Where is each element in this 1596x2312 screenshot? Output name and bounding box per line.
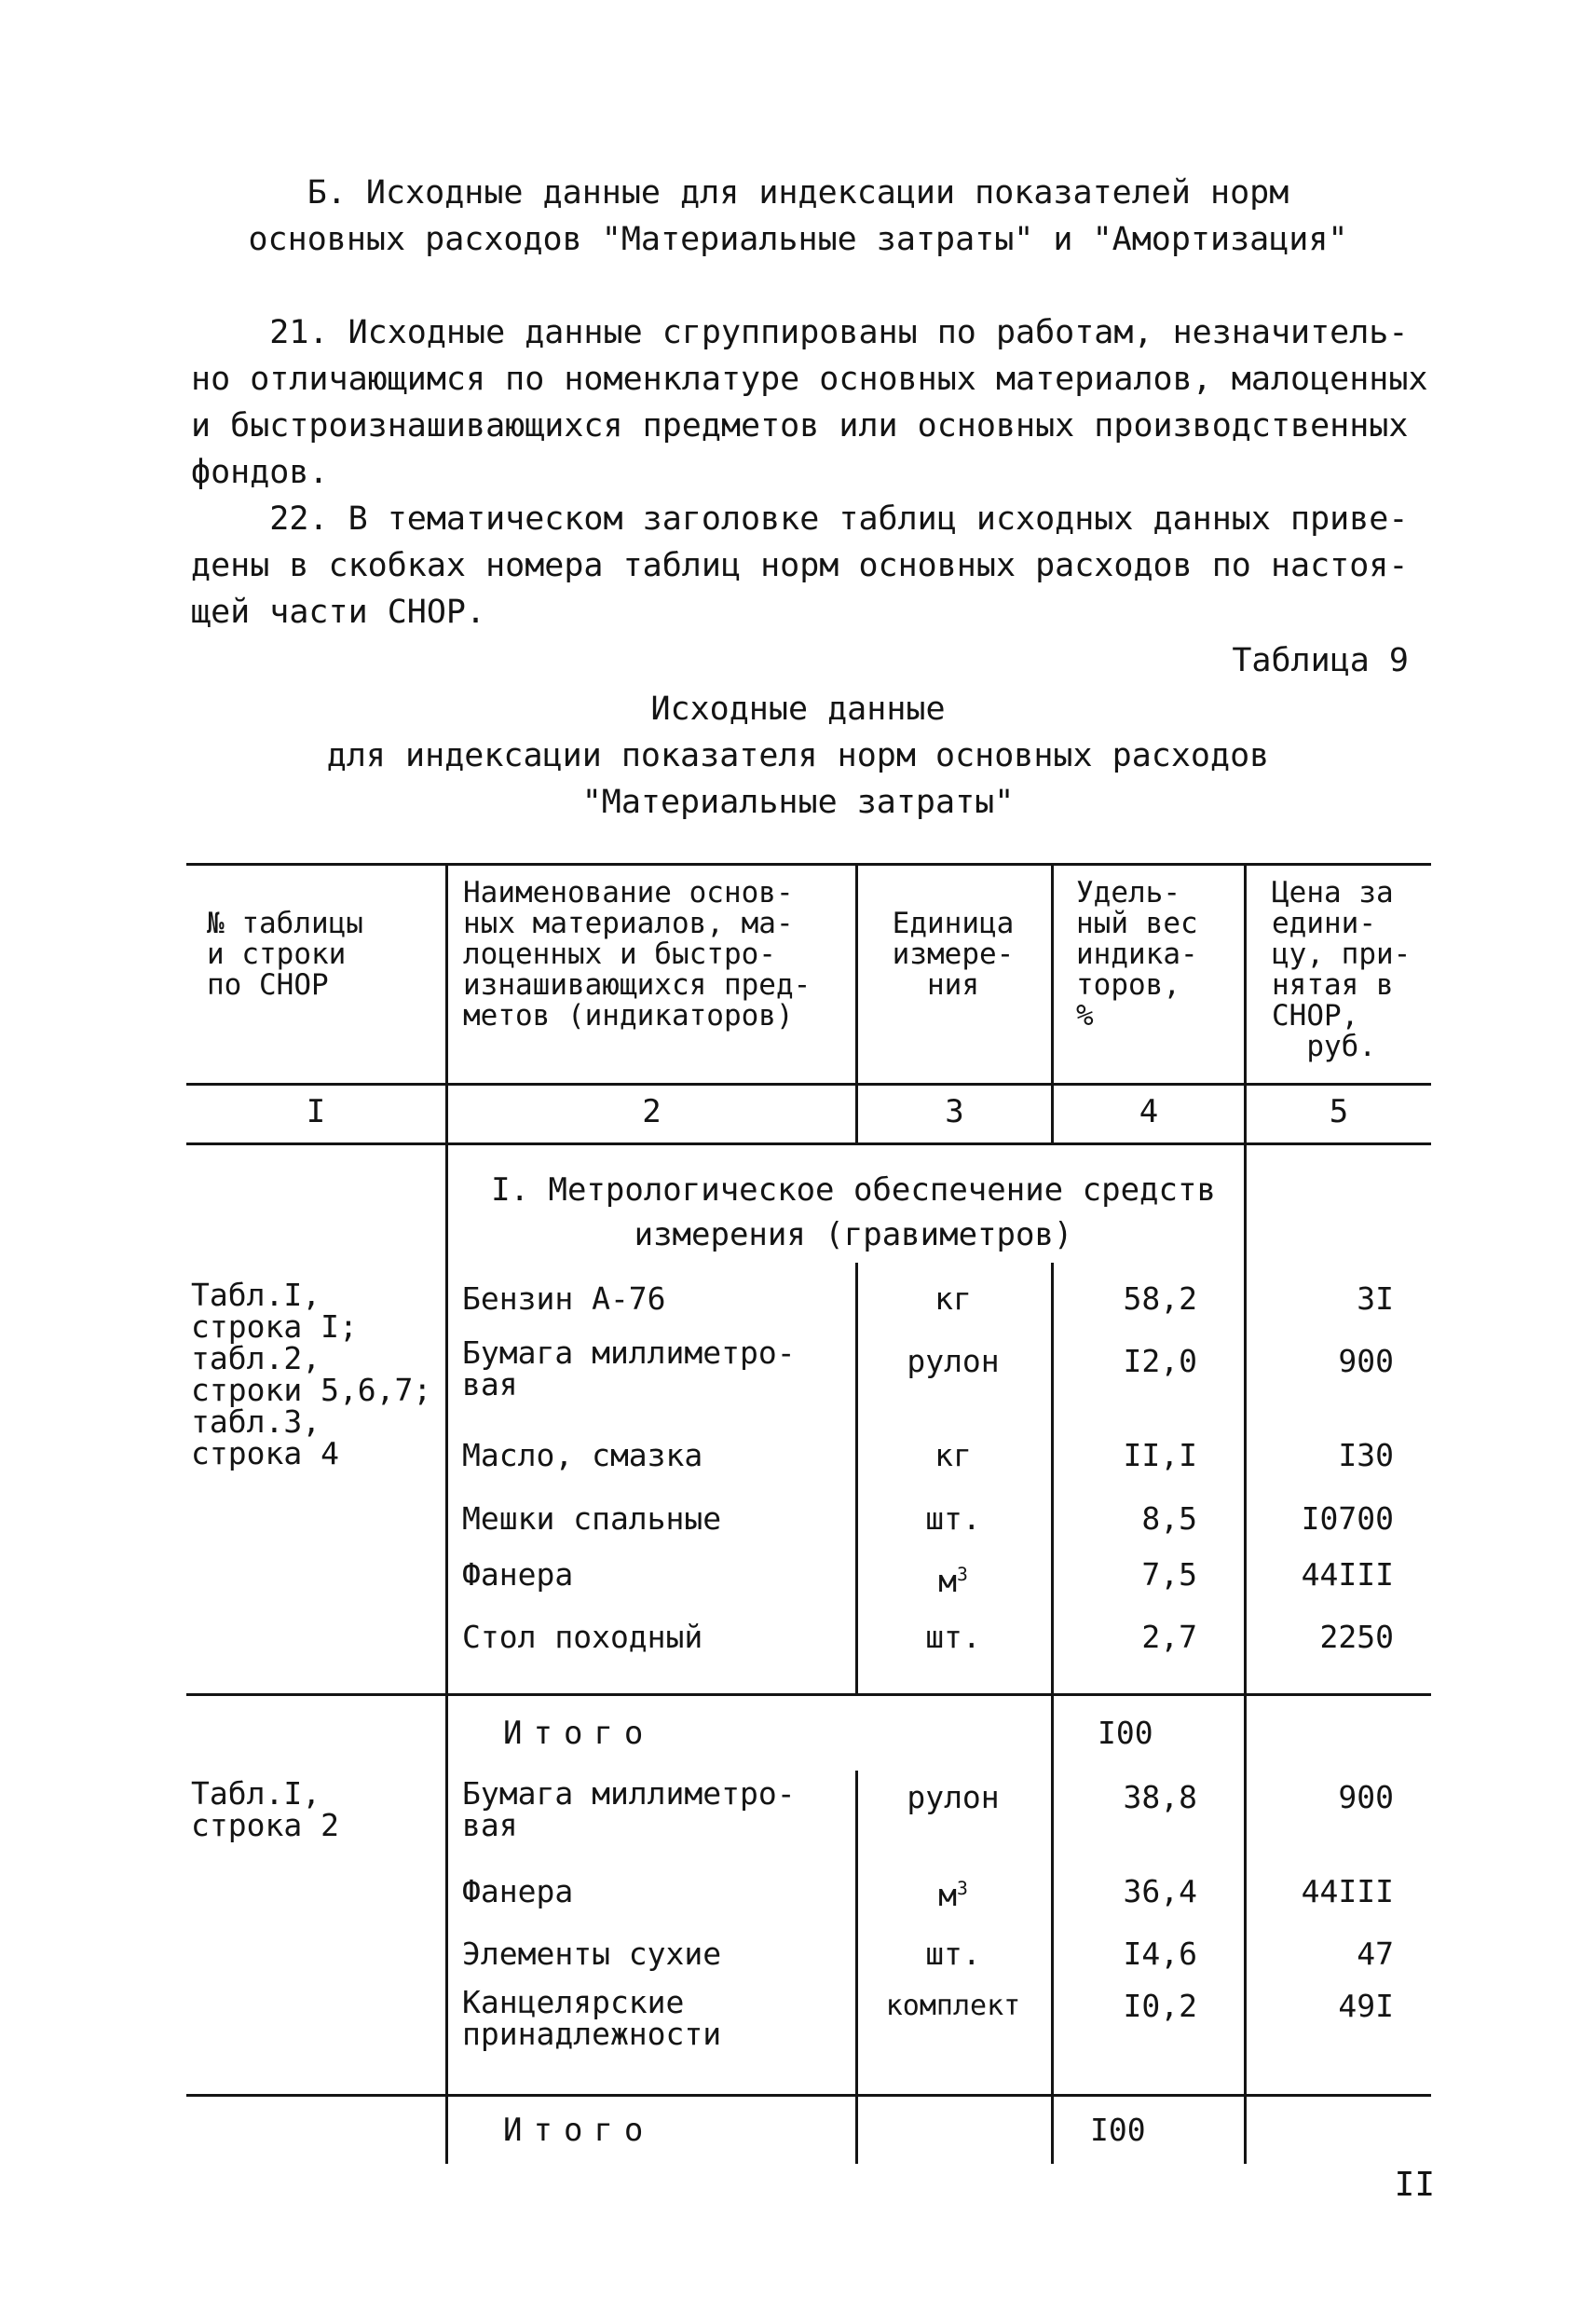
section2-total-value: I00 [1090, 2112, 1146, 2148]
paragraph-22 [191, 496, 1421, 636]
column-number-3: 3 [945, 1093, 964, 1130]
table-caption-line-3: "Материальные затраты" [581, 784, 1015, 821]
row-weight: I2,0 [1123, 1343, 1197, 1379]
paragraph-line: щей части СНОР. [191, 594, 486, 631]
row-name: Масло, смазка [462, 1437, 703, 1473]
row-unit: рулон [907, 1343, 1000, 1379]
section1-total-label: Итого [503, 1715, 655, 1752]
row-name: Фанера [462, 1556, 574, 1593]
col-divider [855, 1263, 858, 1693]
col-divider [855, 1771, 858, 2094]
section1-title-line-2: измерения (гравиметров) [634, 1216, 1073, 1253]
row-unit: шт. [925, 1936, 981, 1972]
row-unit: шт. [925, 1500, 981, 1537]
section2-total-label: Итого [503, 2112, 655, 2149]
row-weight: 2,7 [1141, 1619, 1197, 1655]
row-price: 44III [1301, 1556, 1394, 1593]
header-price: Цена за едини- цу, при- нятая в СНОР, руб. [1272, 876, 1412, 1063]
row-name: Бензин А-76 [462, 1280, 666, 1317]
section1-total-value: I00 [1098, 1715, 1153, 1751]
col-divider [1244, 2094, 1247, 2164]
column-number-5: 5 [1329, 1093, 1349, 1130]
table-caption-line-1: Исходные данные [650, 691, 946, 728]
row-weight: 7,5 [1141, 1556, 1197, 1593]
row-price: I30 [1338, 1437, 1394, 1473]
header-item-name: Наименование основ- ных материалов, ма- лоценных и быстро- изнашивающихся пред- метов (индикаторов) [463, 876, 812, 1033]
paragraph-line: 21. Исходные данные сгруппированы по работам, незначитель- [191, 314, 1409, 351]
unit-superscript: 3 [956, 1564, 968, 1585]
paragraph-line: 22. В тематическом заголовке таблиц исходных данных приве- [191, 500, 1409, 538]
row-unit: кг [934, 1437, 972, 1473]
row-price: I0700 [1301, 1500, 1394, 1537]
paragraph-21 [191, 309, 1428, 496]
col-divider [445, 1142, 448, 1693]
paragraph-line: дены в скобках номера таблиц норм основных расходов по настоя- [191, 547, 1409, 584]
row-weight: I0,2 [1123, 1988, 1197, 2024]
header-weight: Удель- ный вес индика- торов, % [1076, 876, 1198, 1033]
row-price: 49I [1338, 1988, 1394, 2024]
col-divider [445, 1693, 448, 2094]
row-unit: рулон [907, 1779, 1000, 1815]
row-weight: 38,8 [1123, 1779, 1197, 1815]
table-caption-line-2: для индексации показателя норм основных расходов [326, 737, 1270, 774]
row-price: 47 [1357, 1936, 1394, 1972]
row-price: 900 [1338, 1343, 1394, 1379]
table-label: Таблица 9 [1232, 642, 1409, 679]
header-table-ref: № таблицы и строки по СНОР [207, 907, 363, 1002]
row-name: Фанера [462, 1873, 574, 1909]
row-price: 2250 [1319, 1619, 1394, 1655]
col-divider [1051, 2094, 1054, 2164]
table-caption [0, 686, 1596, 826]
row-weight: 8,5 [1141, 1500, 1197, 1537]
row-name: Стол походный [462, 1619, 703, 1655]
row-price: 3I [1357, 1280, 1394, 1317]
row-name: Мешки спальные [462, 1500, 722, 1537]
column-number-1: I [306, 1093, 326, 1130]
unit-text: м [938, 1877, 957, 1913]
row-weight: II,I [1123, 1437, 1197, 1473]
col-divider [445, 2094, 448, 2164]
row-unit: шт. [925, 1619, 981, 1655]
page-number: II [1394, 2166, 1435, 2204]
row-unit [859, 1873, 1047, 1911]
row-name: Канцелярские принадлежности [462, 1984, 722, 2052]
section1-title-line-1: I. Метрологическое обеспечение средств [491, 1171, 1216, 1209]
section-heading [0, 170, 1596, 263]
row-name: Элементы сухие [462, 1936, 722, 1972]
section-heading-line-1: Б. Исходные данные для индексации показателей норм [307, 174, 1289, 212]
row-name: Бумага миллиметро- вая [462, 1775, 796, 1843]
row-weight: I4,6 [1123, 1936, 1197, 1972]
unit-text: м [938, 1563, 957, 1599]
unit-superscript: 3 [956, 1878, 968, 1899]
section1-table-ref: Табл.I, строка I; табл.2, строки 5,6,7; табл.3, строка 4 [191, 1277, 432, 1471]
section2-table-ref: Табл.I, строка 2 [191, 1775, 339, 1843]
row-weight: 58,2 [1123, 1280, 1197, 1317]
section-heading-line-2: основных расходов "Материальные затраты" и "Амортизация" [248, 221, 1348, 258]
section1-title [462, 1168, 1245, 1257]
row-price: 900 [1338, 1779, 1394, 1815]
col-divider [855, 2094, 858, 2164]
header-unit: Единица измере- ния [892, 907, 1015, 1002]
row-unit: комплект [885, 1990, 1021, 2022]
column-number-4: 4 [1139, 1093, 1159, 1130]
column-number-2: 2 [642, 1093, 662, 1130]
paragraph-line: и быстроизнашивающихся предметов или основных производственных [191, 407, 1409, 445]
row-unit: кг [934, 1280, 972, 1317]
row-name: Бумага миллиметро- вая [462, 1334, 796, 1402]
row-weight: 36,4 [1123, 1873, 1197, 1909]
row-unit [859, 1559, 1047, 1597]
row-price: 44III [1301, 1873, 1394, 1909]
paragraph-line: фондов. [191, 454, 329, 491]
paragraph-line: но отличающимся по номенклатуре основных материалов, малоценных [191, 361, 1428, 398]
